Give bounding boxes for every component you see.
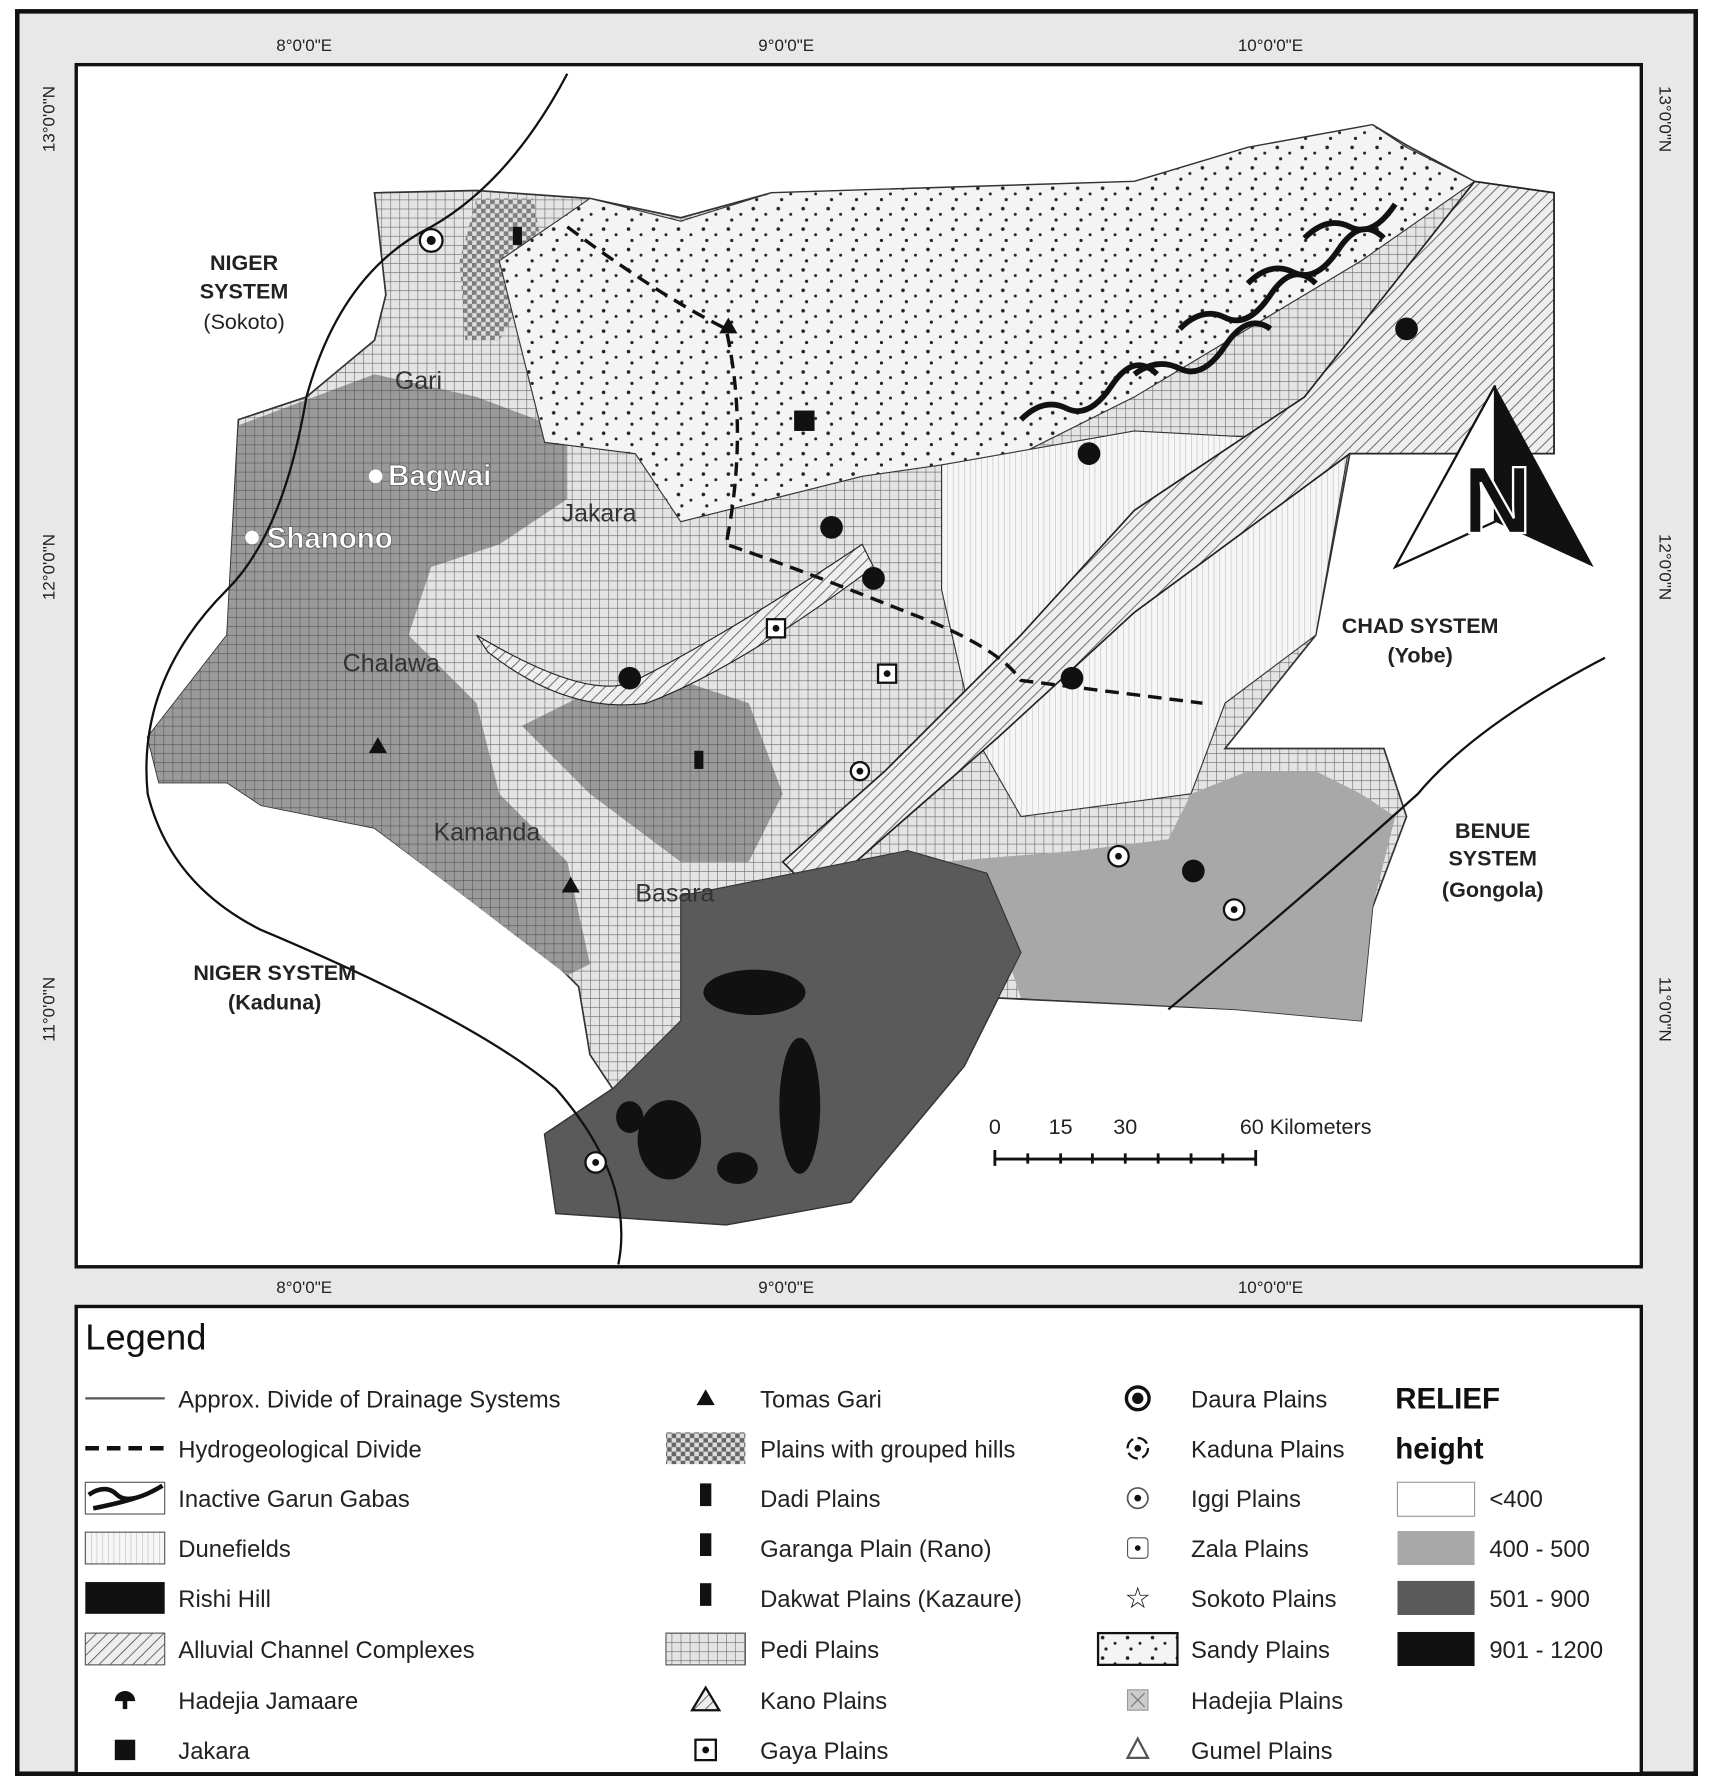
place-bagwai: Bagwai xyxy=(388,459,492,493)
legend-item-label: Sandy Plains xyxy=(1191,1637,1330,1665)
squiggle-box-icon xyxy=(85,1482,164,1514)
lon-label-bottom: 8°0'0"E xyxy=(276,1277,333,1297)
north-arrow-label: N xyxy=(1462,448,1532,555)
legend-item-label: Zala Plains xyxy=(1191,1536,1309,1564)
dotted-box-icon xyxy=(1098,1633,1177,1665)
shanono-marker xyxy=(245,531,259,545)
pin-icon xyxy=(700,1583,711,1606)
bagwai-marker xyxy=(369,470,383,484)
legend-item-label: Dakwat Plains (Kazaure) xyxy=(760,1586,1022,1614)
lat-label-right: 12°0'0"N xyxy=(1655,533,1675,601)
legend-item-label: Rishi Hill xyxy=(178,1586,271,1614)
scale-tick-label: 0 xyxy=(988,1115,1001,1140)
dot-square-icon xyxy=(695,1740,715,1760)
scale-tick-label: 15 xyxy=(1048,1115,1073,1140)
relief-class-label: 400 - 500 xyxy=(1489,1536,1590,1564)
vertical-lines-box-icon xyxy=(85,1532,164,1564)
dot-square-icon xyxy=(1128,1538,1148,1558)
niger-sokoto-label: (Sokoto) xyxy=(203,309,285,334)
relief-swatch-901-1200 xyxy=(1397,1632,1474,1666)
relief-class-label: <400 xyxy=(1489,1486,1543,1514)
place-shanono: Shanono xyxy=(266,521,393,555)
lat-label-right: 11°0'0"N xyxy=(1655,976,1675,1042)
legend xyxy=(76,1306,1641,1773)
pin-icon xyxy=(700,1533,711,1556)
place-jakara: Jakara xyxy=(561,499,637,528)
lon-label-top: 8°0'0"E xyxy=(276,36,333,56)
lat-label-left: 12°0'0"N xyxy=(39,533,59,601)
legend-item-label: Iggi Plains xyxy=(1191,1486,1301,1514)
chad-yobe-label: CHAD SYSTEM xyxy=(1341,613,1499,638)
niger-sokoto-label: NIGER xyxy=(209,250,279,275)
benue-gongola-label: (Gongola) xyxy=(1441,878,1544,903)
checker-box-icon xyxy=(666,1432,745,1464)
legend-item-label: Kano Plains xyxy=(760,1688,888,1716)
legend-title: Legend xyxy=(85,1316,207,1358)
place-basara: Basara xyxy=(635,879,715,908)
grid-box-icon xyxy=(666,1633,745,1665)
legend-item-label: Dadi Plains xyxy=(760,1486,881,1514)
niger-sokoto-label: SYSTEM xyxy=(199,279,289,304)
place-chalawa: Chalawa xyxy=(342,649,440,678)
scale-tick-label: 30 xyxy=(1113,1115,1138,1140)
chad-yobe-label: (Yobe) xyxy=(1387,643,1453,668)
relief-swatch-501-900 xyxy=(1397,1581,1474,1615)
legend-item-label: Gumel Plains xyxy=(1191,1737,1333,1765)
lon-label-bottom: 10°0'0"E xyxy=(1237,1277,1304,1297)
lat-label-left: 11°0'0"N xyxy=(39,976,59,1042)
lon-label-bottom: 9°0'0"E xyxy=(758,1277,815,1297)
legend-item-label: Pedi Plains xyxy=(760,1637,880,1665)
legend-item-label: Gaya Plains xyxy=(760,1737,889,1765)
star-icon: ☆ xyxy=(1124,1582,1151,1616)
relief-class-label: 501 - 900 xyxy=(1489,1586,1590,1614)
niger-kaduna-label: (Kaduna) xyxy=(228,990,322,1015)
hatched-box-icon xyxy=(85,1633,164,1665)
lon-label-top: 9°0'0"E xyxy=(758,36,815,56)
relief-subtitle: height xyxy=(1395,1432,1484,1466)
relief-swatch-lt400 xyxy=(1397,1482,1474,1516)
relief-swatch-400-500 xyxy=(1397,1531,1474,1565)
circle-star-icon xyxy=(1126,1387,1149,1410)
lon-label-top: 10°0'0"E xyxy=(1237,36,1304,56)
benue-gongola-label: BENUE xyxy=(1455,819,1531,844)
square-icon xyxy=(115,1740,135,1760)
lat-label-left: 13°0'0"N xyxy=(39,85,59,153)
benue-gongola-label: SYSTEM xyxy=(1448,846,1538,871)
pin-icon xyxy=(700,1483,711,1506)
legend-item-label: Kaduna Plains xyxy=(1191,1436,1345,1464)
legend-item-label: Tomas Gari xyxy=(760,1386,882,1414)
legend-item-label: Daura Plains xyxy=(1191,1386,1328,1414)
legend-item-label: Sokoto Plains xyxy=(1191,1586,1337,1614)
relief-class-label: 901 - 1200 xyxy=(1489,1637,1604,1665)
legend-item-label: Garanga Plain (Rano) xyxy=(760,1536,992,1564)
scale-tick-label: 60 Kilometers xyxy=(1239,1115,1372,1140)
dot-circle-icon xyxy=(1128,1488,1148,1508)
place-kamanda: Kamanda xyxy=(433,818,541,847)
legend-item-label: Alluvial Channel Complexes xyxy=(178,1637,475,1665)
legend-item-label: Hadejia Plains xyxy=(1191,1688,1344,1716)
place-gari: Gari xyxy=(394,366,443,395)
square-cross-icon xyxy=(1128,1690,1148,1710)
legend-item-label: Plains with grouped hills xyxy=(760,1436,1016,1464)
legend-item-label: Hydrogeological Divide xyxy=(178,1436,422,1464)
black-box-icon xyxy=(85,1582,164,1614)
lat-label-right: 13°0'0"N xyxy=(1655,85,1675,153)
relief-title: RELIEF xyxy=(1395,1382,1500,1416)
legend-item-label: Inactive Garun Gabas xyxy=(178,1486,410,1514)
legend-item-label: Hadejia Jamaare xyxy=(178,1688,359,1716)
legend-item-label: Approx. Divide of Drainage Systems xyxy=(178,1386,561,1414)
niger-kaduna-label: NIGER SYSTEM xyxy=(193,960,357,985)
legend-item-label: Dunefields xyxy=(178,1536,291,1564)
legend-item-label: Jakara xyxy=(178,1737,250,1765)
